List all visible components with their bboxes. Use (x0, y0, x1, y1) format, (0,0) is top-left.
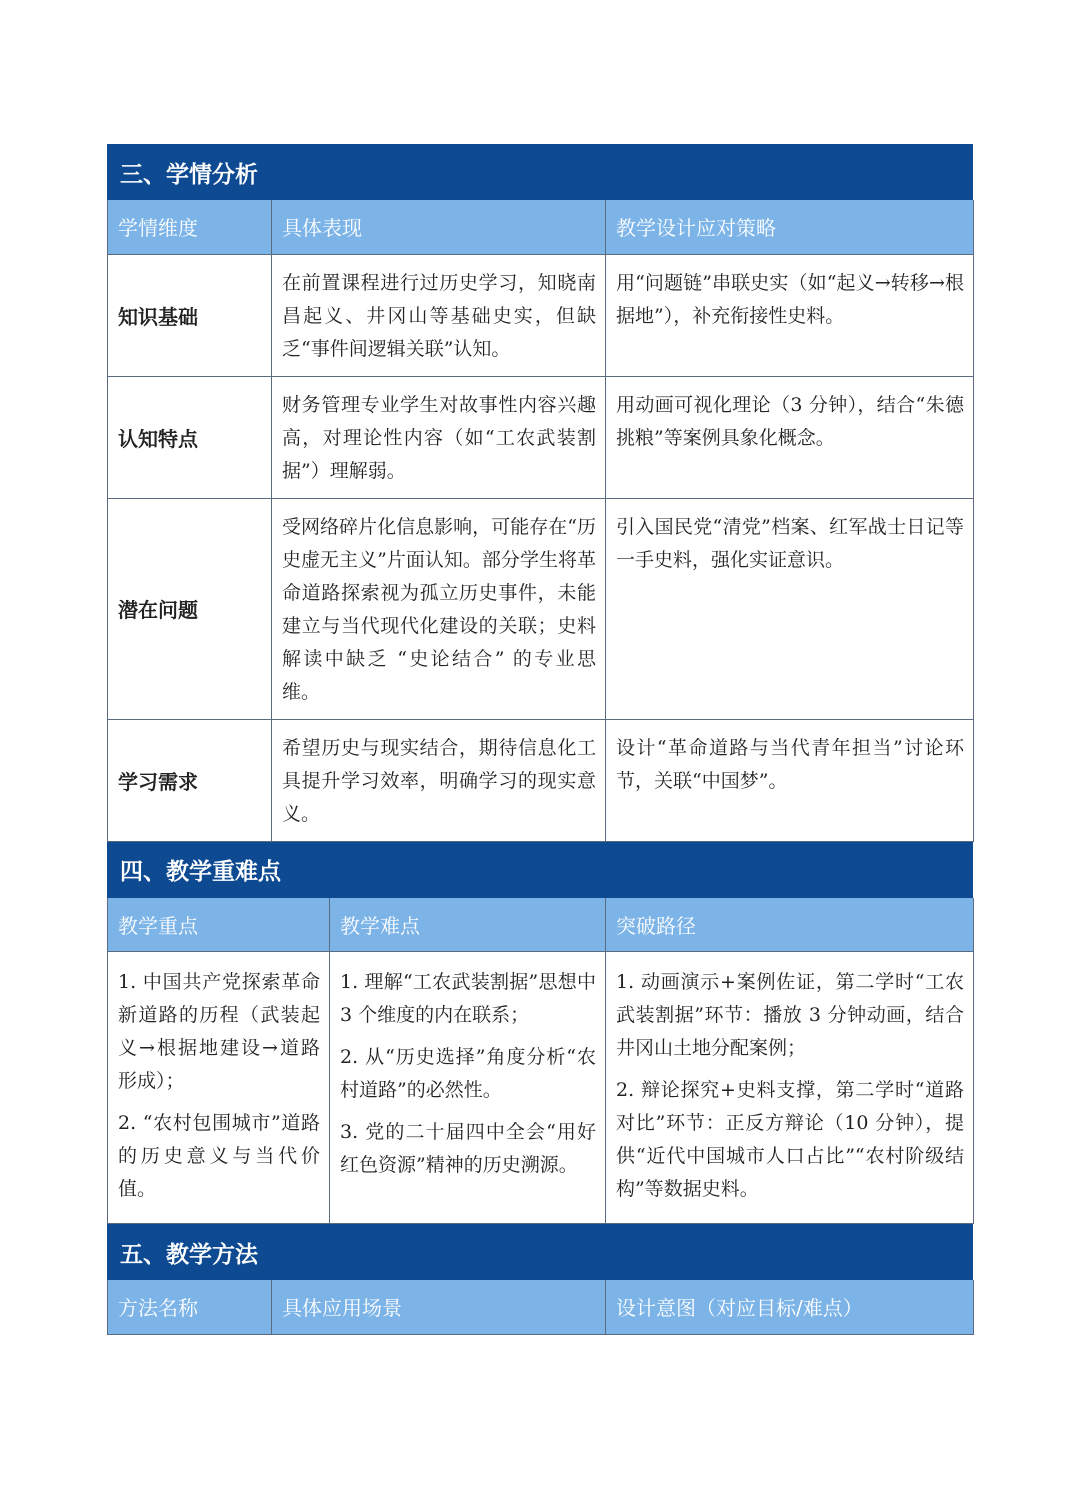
performance-cell: 财务管理专业学生对故事性内容兴趣高，对理论性内容（如“工农武装割据”）理解弱。 (272, 376, 606, 498)
column-header: 方法名称 (108, 1280, 272, 1334)
table-header-row (108, 898, 974, 952)
section-title-key-difficulties: 四、教学重难点 (107, 842, 973, 898)
strategy-cell: 用动画可视化理论（3 分钟），结合“朱德挑粮”等案例具象化概念。 (606, 376, 974, 498)
dimension-cell: 学习需求 (108, 719, 272, 841)
list-item: 3. 党的二十届四中全会“用好红色资源”精神的历史溯源。 (340, 1121, 596, 1176)
learning-analysis-table (107, 200, 974, 842)
column-header: 教学设计应对策略 (606, 200, 974, 254)
difficulties-cell (330, 952, 606, 1224)
dimension-cell: 知识基础 (108, 254, 272, 376)
table-row (108, 952, 974, 1224)
table-header-row (108, 1280, 974, 1334)
list-item: 2. 从“历史选择”角度分析“农村道路”的必然性。 (340, 1046, 596, 1101)
dimension-cell: 潜在问题 (108, 498, 272, 719)
table-header-row (108, 200, 974, 254)
key-points-cell (108, 952, 330, 1224)
column-header: 具体应用场景 (272, 1280, 606, 1334)
column-header: 学情维度 (108, 200, 272, 254)
strategy-cell: 设计“革命道路与当代青年担当”讨论环节，关联“中国梦”。 (606, 719, 974, 841)
list-item: 1. 理解“工农武装割据”思想中 3 个维度的内在联系； (340, 971, 596, 1026)
table-row (108, 498, 974, 719)
strategy-cell: 引入国民党“清党”档案、红军战士日记等一手史料，强化实证意识。 (606, 498, 974, 719)
table-row (108, 719, 974, 841)
column-header: 教学重点 (108, 898, 330, 952)
key-difficulties-table (107, 898, 974, 1225)
list-item: 2. 辩论探究+史料支撑，第二学时“道路对比”环节：正反方辩论（10 分钟），提供“近代中国城市人口占比”“农村阶级结构”等数据史料。 (616, 1079, 964, 1200)
strategy-cell: 用“问题链”串联史实（如“起义→转移→根据地”），补充衔接性史料。 (606, 254, 974, 376)
breakthrough-paths-cell (606, 952, 974, 1224)
list-item: 1. 动画演示+案例佐证，第二学时“工农武装割据”环节：播放 3 分钟动画，结合井冈山土地分配案例； (616, 971, 964, 1059)
performance-cell: 希望历史与现实结合，期待信息化工具提升学习效率，明确学习的现实意义。 (272, 719, 606, 841)
list-item: 2. “农村包围城市”道路的历史意义与当代价值。 (118, 1112, 320, 1200)
column-header: 突破路径 (606, 898, 974, 952)
section-title-learning-analysis: 三、学情分析 (107, 144, 973, 200)
section-title-teaching-methods: 五、教学方法 (107, 1224, 973, 1280)
column-header: 设计意图（对应目标/难点） (606, 1280, 974, 1334)
list-item: 1. 中国共产党探索革命新道路的历程（武装起义→根据地建设→道路形成）； (118, 971, 320, 1092)
teaching-methods-table (107, 1280, 974, 1335)
performance-cell: 在前置课程进行过历史学习，知晓南昌起义、井冈山等基础史实，但缺乏“事件间逻辑关联”认知。 (272, 254, 606, 376)
table-row (108, 254, 974, 376)
dimension-cell: 认知特点 (108, 376, 272, 498)
teaching-design-document (107, 144, 973, 1335)
performance-cell: 受网络碎片化信息影响，可能存在“历史虚无主义”片面认知。部分学生将革命道路探索视为孤立历史事件，未能建立与当代现代化建设的关联；史料解读中缺乏 “史论结合” 的专业思维。 (272, 498, 606, 719)
table-row (108, 376, 974, 498)
column-header: 教学难点 (330, 898, 606, 952)
column-header: 具体表现 (272, 200, 606, 254)
